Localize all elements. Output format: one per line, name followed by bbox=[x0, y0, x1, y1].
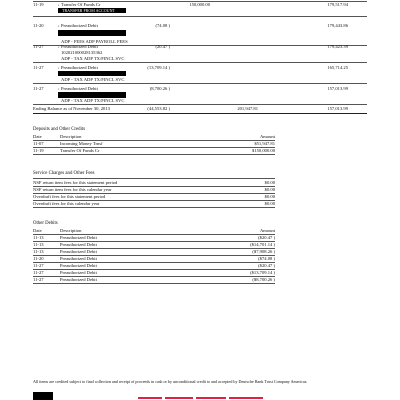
ending-debits-total: (44,553.82 ) bbox=[147, 106, 170, 111]
footer-mark bbox=[138, 397, 162, 399]
row-description: Preauthorized Debit bbox=[60, 242, 97, 247]
footer-mark bbox=[196, 397, 226, 399]
ledger-desc: ADP - TAX ADP TX/FINCL SVC bbox=[61, 98, 125, 103]
col-description: Description bbox=[60, 228, 82, 233]
row-amount: $150,000.00 bbox=[252, 148, 275, 153]
row-date: 11-13 bbox=[33, 249, 44, 254]
ledger-desc: Preauthorized Debit bbox=[61, 44, 98, 49]
ledger-desc: Preauthorized Debit bbox=[61, 65, 98, 70]
ledger-marker: ‹ bbox=[58, 86, 60, 91]
row-amount: $0.00 bbox=[264, 201, 275, 206]
ending-balance-amount: 157,013.99 bbox=[327, 106, 348, 111]
table-divider bbox=[33, 154, 275, 155]
footer-mark bbox=[229, 397, 263, 399]
section-title: Deposits and Other Credits bbox=[33, 127, 86, 132]
row-divider bbox=[33, 104, 367, 105]
ledger-debit: (20.47 ) bbox=[155, 44, 170, 49]
ledger-debit: (74.08 ) bbox=[155, 23, 170, 28]
row-date: 11-13 bbox=[33, 235, 44, 240]
ledger-date: 11-27 bbox=[33, 44, 44, 49]
row-description: NSF return item fees for this statement period bbox=[33, 180, 118, 185]
ledger-desc: Preauthorized Debit bbox=[61, 23, 98, 28]
ending-balance-label: Ending Balance as of November 30, 2013 bbox=[33, 106, 110, 111]
ledger-desc: ADP - TAX ADP TX/FINCL SVC bbox=[61, 56, 125, 61]
ledger-balance: 157,013.99 bbox=[327, 86, 348, 91]
ledger-desc: ADP - FEES ADP PAYROLL FEES bbox=[61, 39, 128, 44]
row-amount: ($8,700.26 ) bbox=[252, 277, 275, 282]
ledger-balance: 179,517.94 bbox=[327, 2, 348, 7]
row-amount: $0.00 bbox=[264, 194, 275, 199]
row-date: 11-27 bbox=[33, 263, 44, 268]
row-date: 11-19 bbox=[33, 148, 44, 153]
col-date: Date bbox=[33, 134, 42, 139]
section-title: Other Debits bbox=[33, 221, 58, 226]
section-title: Service Charges and Other Fees bbox=[33, 171, 95, 176]
row-date: 11-07 bbox=[33, 141, 44, 146]
row-date: 11-13 bbox=[33, 242, 44, 247]
row-description: Transfer Of Funds Cr bbox=[60, 148, 100, 153]
ledger-marker: ‹ bbox=[58, 65, 60, 70]
row-amount: $0.00 bbox=[264, 187, 275, 192]
row-description: Preauthorized Debit bbox=[60, 277, 97, 282]
ledger-debit: (13,709.14 ) bbox=[147, 65, 170, 70]
row-description: Overdraft fees for this statement period bbox=[33, 194, 106, 199]
ledger-marker: ‹ bbox=[58, 44, 60, 49]
ledger-balance: 179,423.39 bbox=[327, 44, 348, 49]
row-amount: ($20.47 ) bbox=[258, 235, 275, 240]
ledger-desc: Preauthorized Debit bbox=[61, 86, 98, 91]
footer-mark bbox=[165, 397, 193, 399]
col-date: Date bbox=[33, 228, 42, 233]
ledger-desc: Transfer Of Funds Cr bbox=[61, 2, 101, 7]
ledger-credit: 150,000.00 bbox=[189, 2, 210, 7]
col-description: Description bbox=[60, 134, 82, 139]
col-amount: Amount bbox=[259, 134, 275, 139]
redaction-bar bbox=[58, 71, 126, 76]
row-description: NSF return item fees for this calendar year bbox=[33, 187, 112, 192]
row-description: Preauthorized Debit bbox=[60, 256, 97, 261]
row-date: 11-20 bbox=[33, 256, 44, 261]
table-divider bbox=[33, 207, 275, 208]
ledger-balance: 165,714.25 bbox=[327, 65, 348, 70]
col-amount: Amount bbox=[259, 228, 275, 233]
row-description: Preauthorized Debit bbox=[60, 235, 97, 240]
row-amount: ($20.47 ) bbox=[258, 263, 275, 268]
ledger-marker: ‹ bbox=[58, 23, 60, 28]
row-divider bbox=[33, 16, 367, 17]
table-divider bbox=[33, 178, 275, 179]
row-description: Overdraft fees for this calendar year bbox=[33, 201, 100, 206]
row-amount: ($7,908.26 ) bbox=[252, 249, 275, 254]
row-amount: $51,947.81 bbox=[254, 141, 275, 146]
row-description: Preauthorized Debit bbox=[60, 263, 97, 268]
redaction-bar bbox=[58, 30, 126, 36]
row-description: Incoming Money Trnsf bbox=[60, 141, 103, 146]
row-amount: ($74.08 ) bbox=[258, 256, 275, 261]
ending-divider bbox=[33, 113, 367, 114]
row-amount: $0.00 bbox=[264, 180, 275, 185]
footer-note: All items are credited subject to final collection and receipt of proceeds in cash or by unconditional credit to and accepted by Deutsche Bank Trust Company Americas. bbox=[33, 379, 308, 384]
row-date: 11-27 bbox=[33, 270, 44, 275]
row-description: Preauthorized Debit bbox=[60, 270, 97, 275]
ending-credits-total: 201,947.81 bbox=[237, 106, 258, 111]
row-date: 11-27 bbox=[33, 277, 44, 282]
ledger-date: 11-27 bbox=[33, 65, 44, 70]
table-divider bbox=[33, 283, 275, 284]
ledger-date: 11-19 bbox=[33, 2, 44, 7]
row-divider bbox=[33, 83, 367, 84]
footer-logo bbox=[33, 392, 53, 400]
row-amount: ($14,701.14 ) bbox=[250, 242, 275, 247]
ledger-balance: 179,443.86 bbox=[327, 23, 348, 28]
ledger-date: 11-20 bbox=[33, 23, 44, 28]
row-divider bbox=[33, 62, 367, 63]
ledger-desc: ADP - TAX ADP TX/FINCL SVC bbox=[61, 77, 125, 82]
ledger-debit: (8,700.26 ) bbox=[149, 86, 170, 91]
row-description: Preauthorized Debit bbox=[60, 249, 97, 254]
ledger-desc: 102021000028135362 bbox=[61, 50, 103, 55]
ledger-marker: ‹ bbox=[58, 2, 60, 7]
ledger-desc: TRANSFER FROM ACCOUNT bbox=[62, 8, 115, 13]
ledger-date: 11-27 bbox=[33, 86, 44, 91]
row-amount: ($13,709.14 ) bbox=[250, 270, 275, 275]
